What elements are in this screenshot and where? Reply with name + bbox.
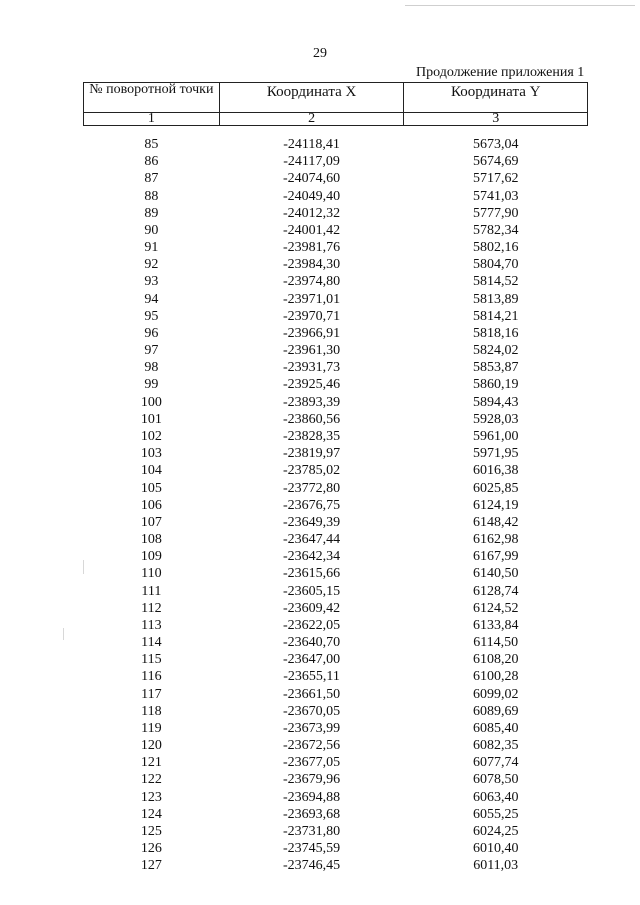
cell-point-number: 91 — [144, 240, 159, 256]
cell-coordinate-y: 6167,99 — [472, 549, 519, 565]
page-top-edge — [405, 5, 635, 6]
cell-coordinate-x: -23981,76 — [282, 240, 341, 256]
cell-coordinate-x: -24001,42 — [282, 222, 341, 238]
cell-point-number: 90 — [144, 222, 159, 238]
cell-point-number: 115 — [141, 652, 162, 668]
cell-coordinate-x: -23970,71 — [282, 308, 341, 324]
cell-coordinate-y: 6085,40 — [472, 720, 519, 736]
cell-point-number: 100 — [140, 394, 162, 410]
column-number: 2 — [219, 113, 404, 126]
table-row — [84, 806, 588, 823]
cell-coordinate-x: -23605,15 — [282, 583, 341, 599]
cell-point-number: 99 — [144, 377, 159, 393]
table-row — [84, 153, 588, 170]
cell-coordinate-x: -23670,05 — [282, 703, 341, 719]
table-row — [84, 789, 588, 806]
cell-coordinate-x: -24049,40 — [282, 188, 341, 204]
cell-point-number: 118 — [141, 703, 162, 719]
cell-coordinate-x: -23609,42 — [282, 600, 341, 616]
cell-coordinate-y: 6140,50 — [472, 566, 519, 582]
cell-point-number: 105 — [140, 480, 162, 496]
cell-coordinate-y: 5802,16 — [472, 240, 519, 256]
table-row — [84, 497, 588, 514]
table-row — [84, 479, 588, 496]
table-row — [84, 359, 588, 376]
cell-point-number: 102 — [140, 429, 162, 444]
cell-point-number: 93 — [144, 274, 159, 290]
cell-coordinate-x: -23984,30 — [282, 257, 341, 273]
cell-coordinate-x: -23649,39 — [282, 514, 341, 530]
table-row — [84, 291, 588, 308]
cell-coordinate-x: -23672,56 — [282, 738, 341, 754]
cell-coordinate-y: 6148,42 — [472, 514, 519, 530]
cell-coordinate-y: 6025,85 — [472, 480, 519, 496]
cell-point-number: 103 — [140, 446, 162, 462]
table-row — [84, 394, 588, 411]
table-row — [84, 634, 588, 651]
cell-coordinate-x: -23971,01 — [282, 291, 341, 307]
table-row — [84, 840, 588, 857]
cell-coordinate-y: 6100,28 — [472, 669, 519, 685]
cell-coordinate-y: 6010,40 — [472, 841, 519, 857]
cell-point-number: 122 — [140, 772, 162, 788]
cell-point-number: 104 — [140, 463, 162, 479]
column-number: 1 — [84, 113, 220, 126]
cell-coordinate-x: -23731,80 — [282, 823, 341, 839]
table-row — [84, 205, 588, 222]
cell-coordinate-y: 6024,25 — [472, 823, 519, 839]
cell-coordinate-x: -24118,41 — [283, 137, 340, 153]
cell-point-number: 86 — [144, 154, 159, 170]
cell-coordinate-y: 6099,02 — [472, 686, 519, 702]
cell-coordinate-x: -23966,91 — [282, 325, 341, 341]
cell-coordinate-y: 5971,95 — [472, 446, 519, 462]
table-row — [84, 600, 588, 617]
table-row — [84, 668, 588, 685]
cell-coordinate-x: -23931,73 — [282, 360, 341, 376]
header-coordinate-x: Координата X — [219, 83, 404, 113]
table-row — [84, 703, 588, 720]
cell-point-number: 95 — [144, 308, 159, 324]
coordinates-table — [83, 82, 588, 874]
cell-point-number: 116 — [141, 669, 162, 685]
cell-coordinate-x: -23661,50 — [282, 686, 341, 702]
cell-coordinate-y: 6011,03 — [473, 858, 519, 874]
table-row — [84, 188, 588, 205]
cell-coordinate-x: -23647,00 — [282, 652, 341, 668]
cell-point-number: 119 — [141, 720, 162, 736]
table-row — [84, 428, 588, 445]
header-coordinate-y: Координата Y — [404, 83, 588, 113]
cell-coordinate-x: -23679,96 — [282, 772, 341, 788]
cell-coordinate-x: -23677,05 — [282, 755, 341, 771]
cell-coordinate-y: 6108,20 — [472, 652, 519, 668]
cell-point-number: 121 — [140, 755, 162, 771]
cell-point-number: 98 — [144, 360, 159, 376]
cell-coordinate-x: -23961,30 — [282, 343, 341, 359]
cell-coordinate-x: -23819,97 — [282, 446, 341, 462]
table-row — [84, 720, 588, 737]
cell-coordinate-x: -23642,34 — [282, 549, 341, 565]
table-row — [84, 548, 588, 565]
cell-coordinate-x: -23673,99 — [282, 720, 341, 736]
cell-coordinate-y: 6078,50 — [472, 772, 519, 788]
cell-coordinate-y: 6162,98 — [472, 532, 519, 548]
cell-point-number: 108 — [140, 532, 162, 548]
cell-point-number: 107 — [140, 514, 162, 530]
cell-coordinate-x: -23694,88 — [282, 789, 341, 805]
cell-point-number: 127 — [140, 858, 162, 874]
cell-coordinate-y: 5782,34 — [472, 222, 519, 238]
cell-coordinate-y: 5853,87 — [472, 360, 519, 376]
cell-coordinate-x: -23647,44 — [282, 532, 341, 548]
cell-coordinate-y: 5777,90 — [472, 205, 519, 221]
table-row — [84, 342, 588, 359]
table-row — [84, 411, 588, 428]
cell-coordinate-y: 6063,40 — [472, 789, 519, 805]
cell-point-number: 111 — [141, 583, 162, 599]
cell-point-number: 89 — [144, 205, 159, 221]
table-row — [84, 857, 588, 874]
table-row — [84, 754, 588, 771]
cell-coordinate-y: 6077,74 — [472, 755, 519, 771]
cell-coordinate-y: 6133,84 — [472, 617, 519, 633]
cell-coordinate-y: 5814,21 — [472, 308, 519, 324]
table-row — [84, 823, 588, 840]
table-row — [84, 273, 588, 290]
cell-coordinate-y: 5894,43 — [472, 394, 519, 410]
cell-coordinate-y: 6114,50 — [473, 635, 519, 651]
table-row — [84, 308, 588, 325]
cell-coordinate-x: -23772,80 — [282, 480, 341, 496]
cell-coordinate-x: -23655,11 — [283, 669, 340, 685]
table-row — [84, 222, 588, 239]
cell-coordinate-y: 5674,69 — [472, 154, 519, 170]
cell-point-number: 114 — [141, 635, 162, 651]
cell-point-number: 110 — [141, 566, 162, 582]
table-row — [84, 256, 588, 273]
table-row — [84, 376, 588, 393]
cell-coordinate-x: -23925,46 — [282, 377, 341, 393]
cell-coordinate-y: 5813,89 — [472, 291, 519, 307]
page-number: 29 — [313, 46, 327, 61]
cell-point-number: 88 — [144, 188, 159, 204]
cell-coordinate-y: 5860,19 — [472, 377, 519, 393]
margin-mark — [63, 628, 64, 640]
cell-coordinate-y: 5717,62 — [472, 171, 519, 187]
cell-coordinate-x: -24117,09 — [283, 154, 340, 170]
table-row — [84, 170, 588, 187]
cell-coordinate-x: -23615,66 — [282, 566, 341, 582]
cell-point-number: 112 — [141, 600, 162, 616]
cell-coordinate-x: -23693,68 — [282, 806, 341, 822]
cell-point-number: 113 — [141, 617, 162, 633]
cell-point-number: 87 — [144, 171, 159, 187]
table-row — [84, 136, 588, 153]
cell-point-number: 101 — [140, 411, 162, 427]
table-row — [84, 445, 588, 462]
cell-point-number: 92 — [144, 257, 159, 273]
cell-coordinate-y: 6124,19 — [472, 497, 519, 513]
cell-coordinate-x: -23640,70 — [282, 635, 341, 651]
cell-coordinate-x: -23893,39 — [282, 394, 341, 410]
cell-coordinate-y: 6082,35 — [472, 738, 519, 754]
cell-coordinate-y: 5818,16 — [472, 325, 519, 341]
cell-coordinate-y: 6124,52 — [472, 600, 519, 616]
cell-point-number: 94 — [144, 291, 159, 307]
table-row — [84, 514, 588, 531]
cell-point-number: 125 — [140, 823, 162, 839]
cell-coordinate-x: -23860,56 — [282, 411, 341, 427]
cell-point-number: 123 — [140, 789, 162, 805]
table-row — [84, 651, 588, 668]
cell-point-number: 85 — [144, 137, 159, 153]
table-row — [84, 462, 588, 479]
cell-coordinate-x: -23746,45 — [282, 858, 341, 874]
cell-coordinate-x: -23745,59 — [282, 841, 341, 857]
table-row — [84, 617, 588, 634]
header-point-number: № поворотной точки — [84, 83, 220, 113]
table-row — [84, 325, 588, 342]
cell-coordinate-x: -23974,80 — [282, 274, 341, 290]
cell-coordinate-y: 6089,69 — [472, 703, 519, 719]
cell-coordinate-y: 5824,02 — [472, 343, 519, 359]
cell-coordinate-x: -23828,35 — [282, 429, 341, 444]
cell-coordinate-y: 5961,00 — [472, 429, 519, 444]
cell-point-number: 96 — [144, 325, 159, 341]
cell-coordinate-y: 6055,25 — [472, 806, 519, 822]
table-row — [84, 771, 588, 788]
cell-point-number: 120 — [140, 738, 162, 754]
cell-coordinate-y: 6128,74 — [472, 583, 519, 599]
table-body — [84, 126, 588, 875]
cell-coordinate-x: -23785,02 — [282, 463, 341, 479]
cell-coordinate-y: 5928,03 — [472, 411, 519, 427]
cell-coordinate-x: -24012,32 — [282, 205, 341, 221]
continuation-note: Продолжение приложения 1 — [416, 65, 585, 80]
cell-point-number: 97 — [144, 343, 159, 359]
cell-coordinate-y: 5673,04 — [472, 137, 519, 153]
cell-coordinate-x: -24074,60 — [282, 171, 341, 187]
cell-coordinate-y: 5741,03 — [472, 188, 519, 204]
cell-point-number: 106 — [140, 497, 162, 513]
column-number: 3 — [404, 113, 588, 126]
cell-point-number: 109 — [140, 549, 162, 565]
cell-coordinate-y: 5804,70 — [472, 257, 519, 273]
cell-coordinate-x: -23622,05 — [282, 617, 341, 633]
table-row — [84, 737, 588, 754]
cell-point-number: 126 — [140, 841, 162, 857]
table-row — [84, 239, 588, 256]
table-row — [84, 686, 588, 703]
cell-coordinate-y: 6016,38 — [472, 463, 519, 479]
cell-coordinate-x: -23676,75 — [282, 497, 341, 513]
table-row — [84, 582, 588, 599]
table-row — [84, 565, 588, 582]
cell-point-number: 117 — [141, 686, 162, 702]
cell-point-number: 124 — [140, 806, 162, 822]
table-row — [84, 531, 588, 548]
cell-coordinate-y: 5814,52 — [472, 274, 519, 290]
